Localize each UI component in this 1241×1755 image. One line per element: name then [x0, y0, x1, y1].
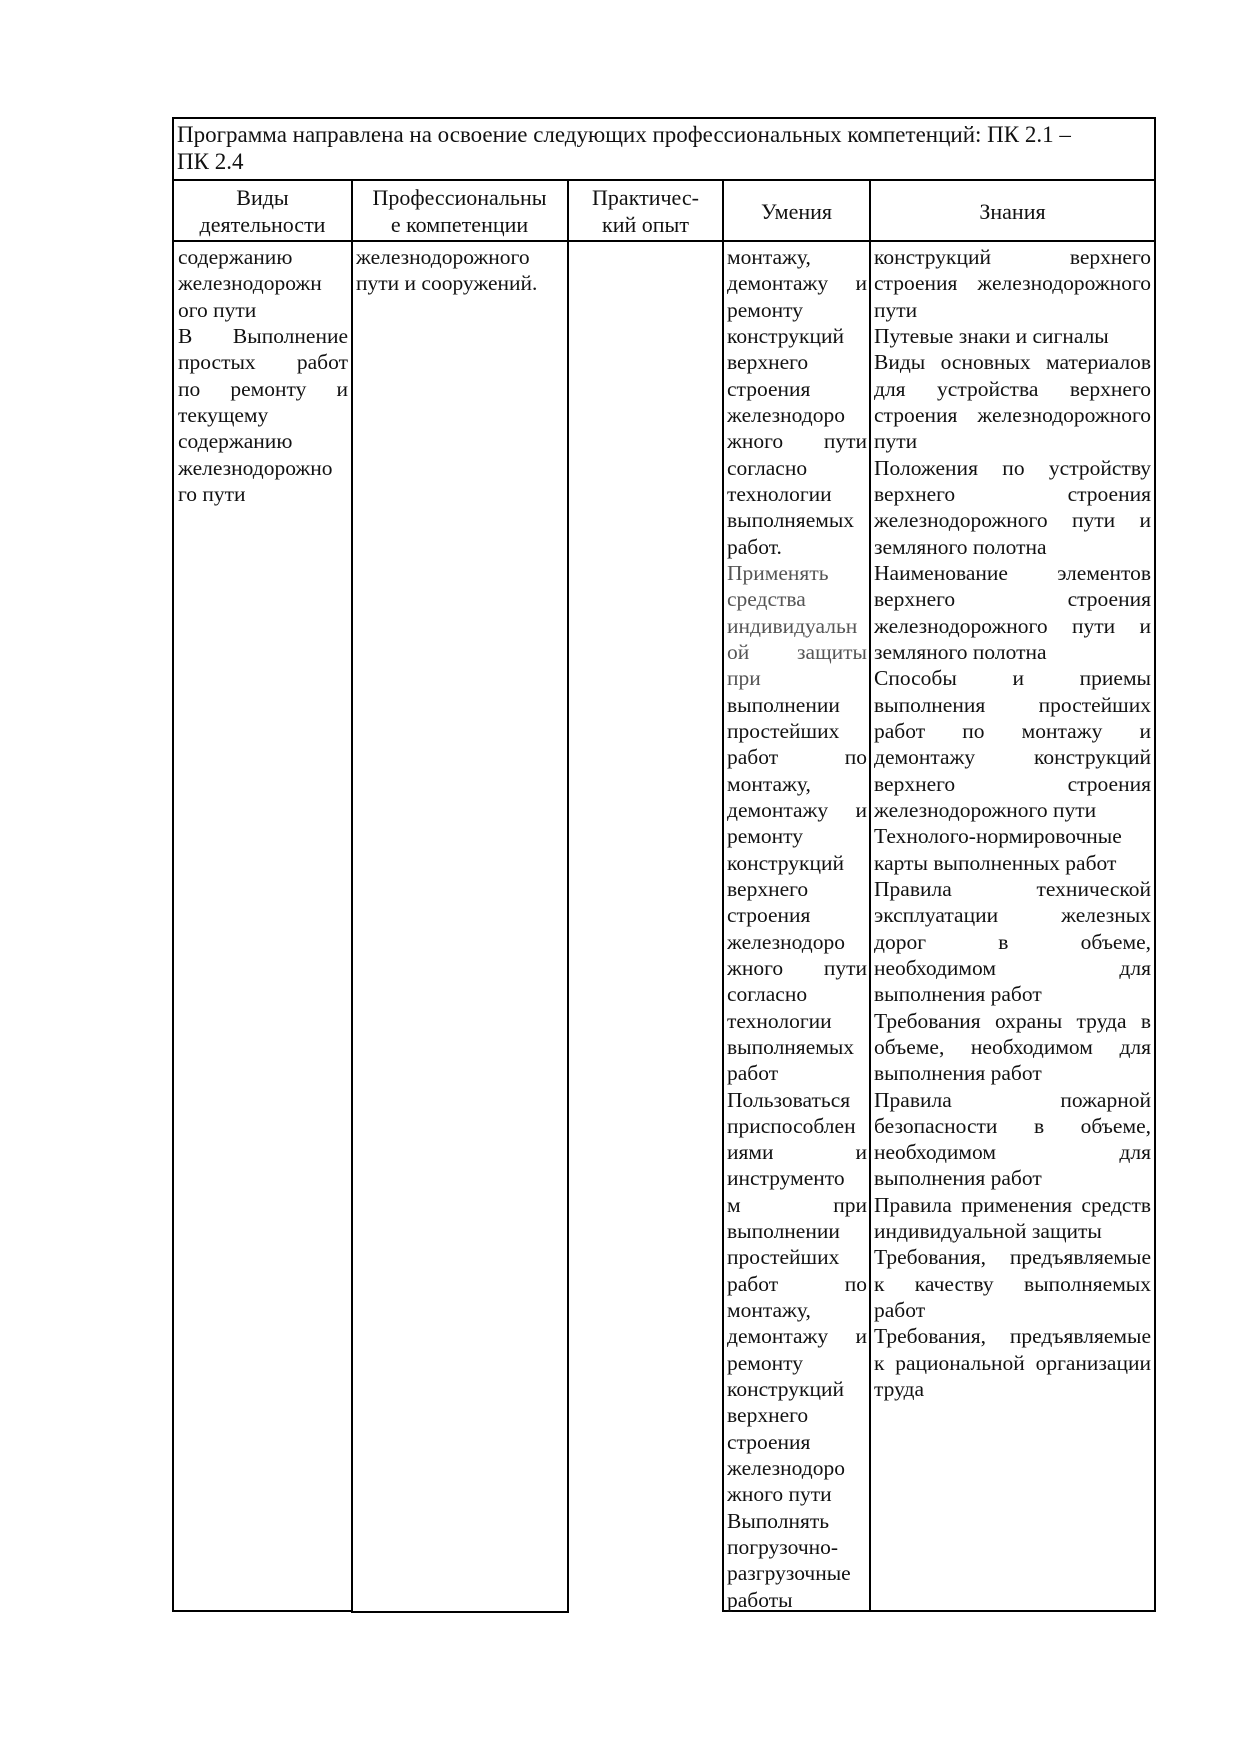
cell-text-line: выполнении	[727, 1219, 840, 1244]
cell-text-line: выполнения работ	[874, 982, 1042, 1007]
cell-text-line: выполнения работ	[874, 1166, 1042, 1191]
cell-text-line: объеме, необходимом для	[874, 1034, 1151, 1059]
cell-text-line: выполнения работ	[874, 1061, 1042, 1086]
header-line: Умения	[761, 198, 832, 224]
cell-knowledge	[871, 244, 1154, 1402]
cell-text-line: эксплуатации железных	[874, 903, 1151, 928]
cell-text-line: железнодорожн	[178, 271, 322, 296]
cell-text-line: железнодорожного пути и	[874, 613, 1151, 638]
cell-text-line: пути	[874, 429, 918, 454]
cell-text-line: работ	[727, 1061, 779, 1086]
cell-text-line: ой защиты	[727, 639, 867, 664]
header-line: кий опыт	[602, 212, 689, 237]
cell-text-line: верхнего строения	[874, 771, 1151, 796]
cell-text-line: строения железнодорожного	[874, 271, 1151, 296]
header-line: е компетенции	[390, 212, 529, 237]
cell-text-line: текущему	[178, 402, 269, 427]
cell-text-line: жного пути	[727, 429, 867, 454]
table-title	[177, 121, 1152, 175]
cell-text-line: выполнения простейших	[874, 692, 1151, 717]
header-knowledge	[871, 182, 1154, 240]
cell-text-line: Применять	[727, 560, 829, 585]
cell-text-line: погрузочно-	[727, 1535, 839, 1560]
cell-text-line: Путевые знаки и сигналы	[874, 323, 1109, 348]
cell-text-line: земляного полотна	[874, 639, 1047, 664]
cell-text-line: Выполнять	[727, 1508, 830, 1533]
cell-text-line: технологии	[727, 481, 832, 506]
cell-text-line: Способы и приемы	[874, 666, 1151, 691]
cell-text-line: пути и сооружений.	[356, 271, 538, 296]
cell-text-line: пути	[874, 297, 918, 322]
cell-text-line: при	[727, 666, 761, 691]
cell-text-line: дорог в объеме,	[874, 929, 1151, 954]
cell-text-line: строения	[727, 903, 811, 928]
cell-text-line: верхнего	[727, 876, 809, 901]
cell-text-line: м при	[727, 1192, 867, 1217]
cell-text-line: монтажу,	[727, 1298, 811, 1323]
cell-text-line: карты выполненных работ	[874, 850, 1117, 875]
cell-text-line: демонтажу и	[727, 797, 867, 822]
header-row-divider	[172, 240, 1156, 242]
header-competencies	[352, 182, 567, 240]
cell-text-line: иями и	[727, 1140, 867, 1165]
cell-text-line: железнодорожно	[178, 455, 333, 480]
cell-text-line: индивидуальн	[727, 613, 858, 638]
cell-text-line: выполняемых	[727, 1034, 855, 1059]
table-border-top	[172, 117, 1156, 119]
cell-text-line: выполняемых	[727, 508, 855, 533]
cell-text-line: технологии	[727, 1008, 832, 1033]
title-line: ПК 2.4	[177, 149, 244, 174]
cell-skills	[724, 244, 869, 1613]
cell-text-line: работ по	[727, 745, 867, 770]
cell-text-line: монтажу,	[727, 245, 811, 269]
cell-text-line: Требования охраны труда в	[874, 1008, 1151, 1033]
title-row-divider	[172, 179, 1156, 181]
cell-text-line: простейших	[727, 1245, 840, 1270]
cell-text-line: к рациональной организации	[874, 1350, 1151, 1375]
cell-text-line: строения	[727, 1429, 811, 1454]
cell-text-line: Положения по устройству	[874, 455, 1151, 480]
cell-text-line: по ремонту и	[178, 376, 348, 401]
cell-text-line: го пути	[178, 481, 246, 506]
cell-text-line: безопасности в объеме,	[874, 1113, 1151, 1138]
cell-text-line: верхнего строения	[874, 481, 1151, 506]
cell-text-line: Наименование элементов	[874, 560, 1151, 585]
col-divider-1	[351, 179, 353, 1612]
cell-text-line: работ	[874, 1298, 926, 1323]
cell-text-line: согласно	[727, 982, 808, 1007]
cell-text-line: содержанию	[178, 429, 293, 454]
cell-text-line: верхнего строения	[874, 587, 1151, 612]
cell-text-line: демонтажу конструкций	[874, 745, 1151, 770]
bottom-border-competencies	[351, 1611, 569, 1613]
cell-text-line: строения	[727, 376, 811, 401]
cell-text-line: железнодоро	[727, 929, 845, 954]
cell-text-line: простейших	[727, 718, 840, 743]
cell-text-line: Требования, предъявляемые	[874, 1245, 1151, 1270]
cell-text-line: конструкций	[727, 850, 844, 875]
cell-text-line: конструкций	[727, 323, 844, 348]
cell-text-line: ремонту	[727, 824, 804, 849]
title-line: Программа направлена на освоение следующих профессиональных компетенций: ПК 2.1 –	[177, 122, 1071, 147]
cell-text-line: необходимом для	[874, 1140, 1151, 1165]
cell-text-line: средства	[727, 587, 806, 612]
header-line: Практичес-	[592, 185, 699, 210]
cell-text-line: железнодоро	[727, 1456, 845, 1481]
cell-text-line: согласно	[727, 455, 808, 480]
cell-text-line: ремонту	[727, 1350, 804, 1375]
cell-text-line: для устройства верхнего	[874, 376, 1151, 401]
cell-activities	[174, 244, 351, 507]
cell-text-line: работ.	[727, 534, 782, 559]
cell-text-line: железнодорожного	[356, 245, 530, 269]
header-experience	[569, 182, 722, 240]
cell-text-line: Пользоваться	[727, 1087, 851, 1112]
cell-text-line: инструменто	[727, 1166, 845, 1191]
cell-text-line: необходимом для	[874, 955, 1151, 980]
cell-text-line: работ по монтажу и	[874, 718, 1151, 743]
cell-text-line: Правила технической	[874, 876, 1151, 901]
cell-text-line: железнодорожного пути	[874, 797, 1097, 822]
cell-text-line: конструкций верхнего	[874, 245, 1151, 269]
header-line: Знания	[979, 198, 1046, 224]
cell-text-line: Требования, предъявляемые	[874, 1324, 1151, 1349]
cell-text-line: Правила пожарной	[874, 1087, 1151, 1112]
cell-text-line: выполнении	[727, 692, 840, 717]
cell-text-line: Технолого-нормировочные	[874, 824, 1122, 849]
cell-text-line: демонтажу и	[727, 1324, 867, 1349]
cell-text-line: земляного полотна	[874, 534, 1047, 559]
cell-text-line: В Выполнение	[178, 323, 348, 348]
cell-text-line: работы	[727, 1587, 793, 1612]
table-border-right	[1154, 117, 1156, 1612]
cell-text-line: железнодоро	[727, 402, 845, 427]
header-activities	[174, 182, 351, 240]
cell-text-line: труда	[874, 1377, 925, 1402]
cell-text-line: Правила применения средств	[874, 1192, 1151, 1217]
cell-text-line: верхнего	[727, 350, 809, 375]
cell-text-line: индивидуальной защиты	[874, 1219, 1102, 1244]
cell-text-line: простых работ	[178, 350, 348, 375]
cell-text-line: жного пути	[727, 1482, 832, 1507]
cell-text-line: верхнего	[727, 1403, 809, 1428]
cell-text-line: ремонту	[727, 297, 804, 322]
cell-text-line: конструкций	[727, 1377, 844, 1402]
bottom-border-activities	[172, 1610, 353, 1612]
cell-text-line: железнодорожного пути и	[874, 508, 1151, 533]
cell-text-line: ого пути	[178, 297, 257, 322]
header-line: Профессиональны	[372, 185, 547, 210]
header-skills	[724, 182, 869, 240]
header-line: Виды	[236, 185, 289, 210]
cell-text-line: Виды основных материалов	[874, 350, 1151, 375]
cell-text-line: разгрузочные	[727, 1561, 851, 1586]
cell-text-line: приспособлен	[727, 1113, 856, 1138]
cell-text-line: работ по	[727, 1271, 867, 1296]
cell-text-line: к качеству выполняемых	[874, 1271, 1151, 1296]
cell-text-line: демонтажу и	[727, 271, 867, 296]
cell-competencies	[352, 244, 567, 297]
col-divider-2	[567, 179, 569, 1613]
cell-text-line: жного пути	[727, 955, 867, 980]
cell-text-line: строения железнодорожного	[874, 402, 1151, 427]
cell-text-line: содержанию	[178, 245, 293, 269]
cell-text-line: монтажу,	[727, 771, 811, 796]
header-line: деятельности	[199, 212, 326, 237]
